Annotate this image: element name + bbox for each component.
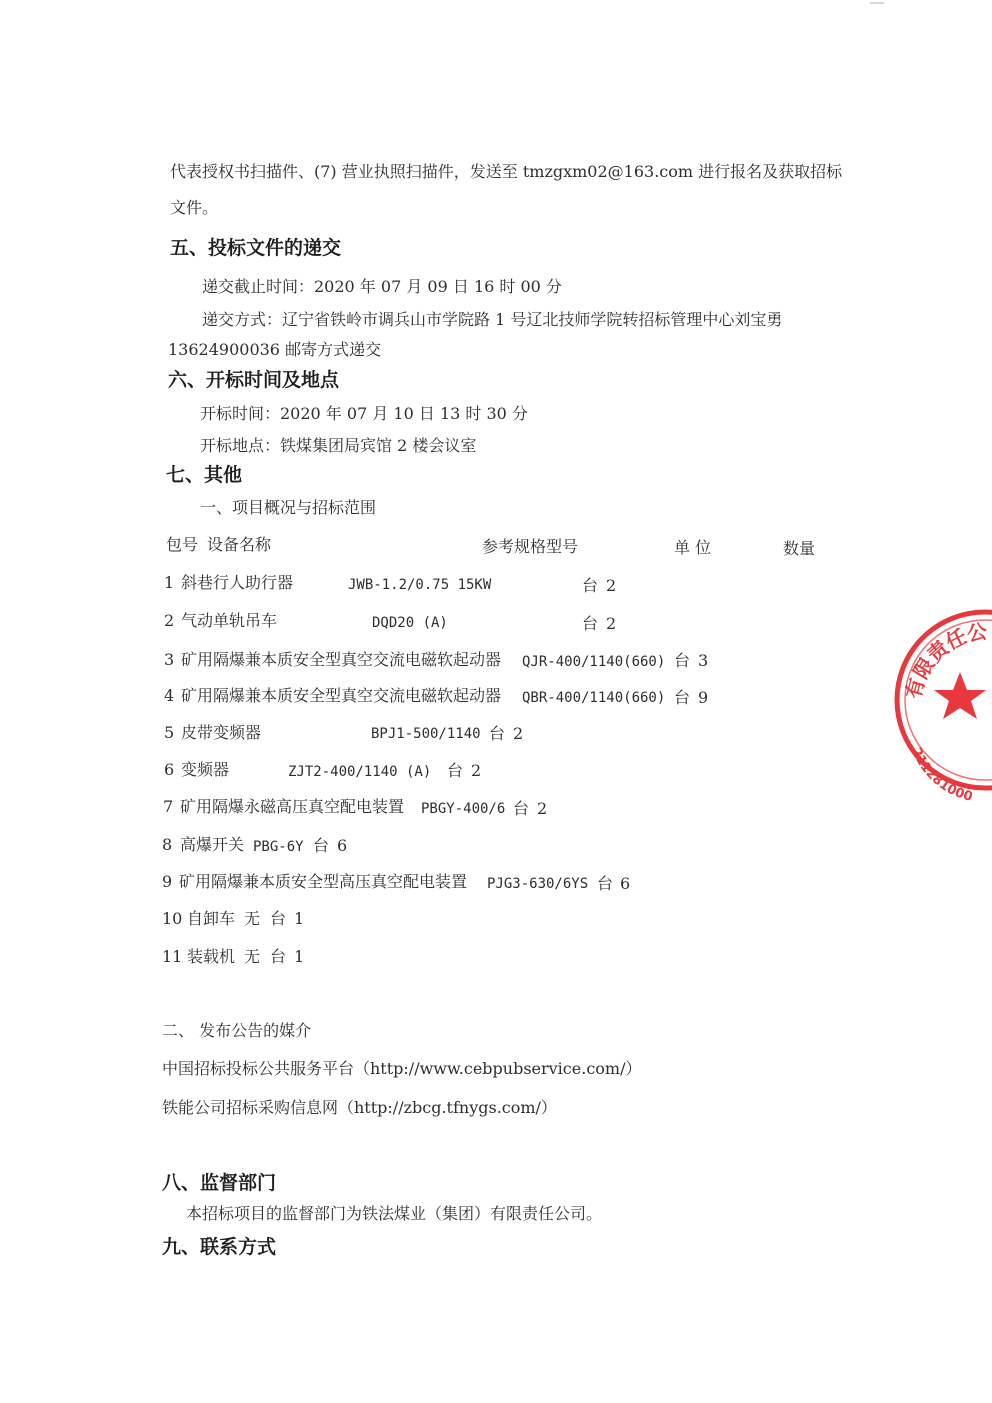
opening-place: 开标地点：铁煤集团局宾馆 2 楼会议室 bbox=[200, 436, 477, 455]
seal-text-bottom: 211281000 bbox=[908, 745, 974, 800]
row-qty: 6 bbox=[337, 836, 348, 855]
row-name: 矿用隔爆兼本质安全型真空交流电磁软起动器 bbox=[181, 650, 502, 669]
row-name: 斜巷行人助行器 bbox=[181, 573, 294, 592]
row-no: 8 bbox=[162, 835, 173, 854]
row-unit: 台 bbox=[270, 909, 287, 928]
row-no: 7 bbox=[163, 797, 174, 816]
subsection-1-title: 一、项目概况与招标范围 bbox=[200, 498, 377, 517]
section-7-heading: 七、其他 bbox=[166, 464, 243, 486]
header-package: 包号 bbox=[166, 535, 199, 554]
row-name: 矿用隔爆兼本质安全型真空交流电磁软起动器 bbox=[181, 686, 502, 705]
company-seal bbox=[890, 600, 992, 800]
submission-method-line-1: 递交方式：辽宁省铁岭市调兵山市学院路 1 号辽北技师学院转招标管理中心刘宝勇 bbox=[202, 310, 783, 329]
row-qty: 1 bbox=[294, 909, 305, 928]
section-9-heading: 九、联系方式 bbox=[162, 1236, 277, 1258]
row-qty: 6 bbox=[620, 874, 631, 893]
intro-line-2: 文件。 bbox=[170, 198, 219, 217]
row-spec: BPJ1-500/1140 bbox=[371, 726, 481, 742]
opening-time: 开标时间：2020 年 07 月 10 日 13 时 30 分 bbox=[200, 404, 528, 423]
header-spec: 参考规格型号 bbox=[482, 537, 579, 556]
row-unit: 台 bbox=[674, 651, 691, 670]
row-unit: 台 bbox=[489, 724, 506, 743]
row-unit: 台 bbox=[674, 688, 691, 707]
row-spec: JWB-1.2/0.75 15KW bbox=[348, 577, 492, 593]
row-unit: 台 bbox=[582, 576, 599, 595]
row-spec: QJR-400/1140(660) bbox=[522, 654, 666, 670]
row-unit: 台 bbox=[582, 614, 599, 633]
row-name: 自卸车 bbox=[187, 909, 236, 928]
header-name: 设备名称 bbox=[207, 535, 272, 554]
row-no: 4 bbox=[164, 686, 175, 705]
row-name: 皮带变频器 bbox=[181, 723, 262, 742]
subsection-2-title: 二、 发布公告的媒介 bbox=[162, 1021, 312, 1040]
row-qty: 2 bbox=[606, 576, 617, 595]
seal-star-icon bbox=[934, 672, 986, 719]
row-name: 装载机 bbox=[187, 947, 236, 966]
row-qty: 9 bbox=[698, 688, 709, 707]
row-name: 变频器 bbox=[181, 760, 230, 779]
row-unit: 台 bbox=[597, 874, 614, 893]
section-5-heading: 五、投标文件的递交 bbox=[170, 237, 342, 259]
row-qty: 2 bbox=[513, 724, 524, 743]
section-6-heading: 六、开标时间及地点 bbox=[168, 369, 340, 391]
supervision-text: 本招标项目的监督部门为铁法煤业（集团）有限责任公司。 bbox=[186, 1204, 603, 1223]
seal-text-top: 有限责任公 bbox=[900, 619, 989, 702]
row-unit: 台 bbox=[270, 947, 287, 966]
row-name: 矿用隔爆兼本质安全型高压真空配电装置 bbox=[179, 872, 468, 891]
row-unit: 台 bbox=[513, 799, 530, 818]
row-qty: 2 bbox=[471, 761, 482, 780]
row-qty: 1 bbox=[294, 947, 305, 966]
submission-deadline: 递交截止时间：2020 年 07 月 09 日 16 时 00 分 bbox=[202, 277, 562, 296]
row-spec: QBR-400/1140(660) bbox=[522, 690, 666, 706]
row-spec: 无 bbox=[244, 947, 261, 966]
row-no: 3 bbox=[164, 650, 175, 669]
row-name: 高爆开关 bbox=[180, 835, 245, 854]
row-name: 矿用隔爆永磁高压真空配电装置 bbox=[180, 797, 405, 816]
submission-method-line-2: 13624900036 邮寄方式递交 bbox=[168, 340, 382, 359]
row-no: 11 bbox=[162, 947, 183, 966]
row-no: 2 bbox=[164, 611, 175, 630]
row-no: 1 bbox=[164, 573, 175, 592]
header-unit: 单 位 bbox=[674, 538, 712, 557]
row-unit: 台 bbox=[313, 836, 330, 855]
intro-line-1: 代表授权书扫描件、(7) 营业执照扫描件，发送至 tmzgxm02@163.com 进行报名及获取招标 bbox=[170, 162, 843, 181]
header-qty: 数量 bbox=[783, 539, 816, 558]
row-spec: PBG-6Y bbox=[253, 839, 304, 855]
row-spec: PJG3-630/6YS bbox=[487, 876, 589, 892]
row-no: 10 bbox=[162, 909, 183, 928]
row-qty: 2 bbox=[606, 614, 617, 633]
media-link-tfnygs: 铁能公司招标采购信息网（http://zbcg.tfnygs.com/） bbox=[162, 1098, 557, 1117]
row-unit: 台 bbox=[447, 761, 464, 780]
row-qty: 2 bbox=[537, 799, 548, 818]
section-8-heading: 八、监督部门 bbox=[162, 1172, 277, 1194]
row-no: 9 bbox=[162, 872, 173, 891]
seal-graphic bbox=[890, 600, 992, 800]
scan-speck bbox=[870, 2, 884, 4]
row-spec: 无 bbox=[244, 909, 261, 928]
row-spec: ZJT2-400/1140 (A) bbox=[288, 764, 432, 780]
row-no: 5 bbox=[164, 723, 175, 742]
row-qty: 3 bbox=[698, 651, 709, 670]
row-name: 气动单轨吊车 bbox=[181, 611, 278, 630]
media-link-cebpubservice: 中国招标投标公共服务平台（http://www.cebpubservice.com/） bbox=[162, 1059, 642, 1078]
row-no: 6 bbox=[164, 760, 175, 779]
row-spec: PBGY-400/6 bbox=[421, 801, 506, 817]
row-spec: DQD20 (A) bbox=[372, 615, 448, 631]
